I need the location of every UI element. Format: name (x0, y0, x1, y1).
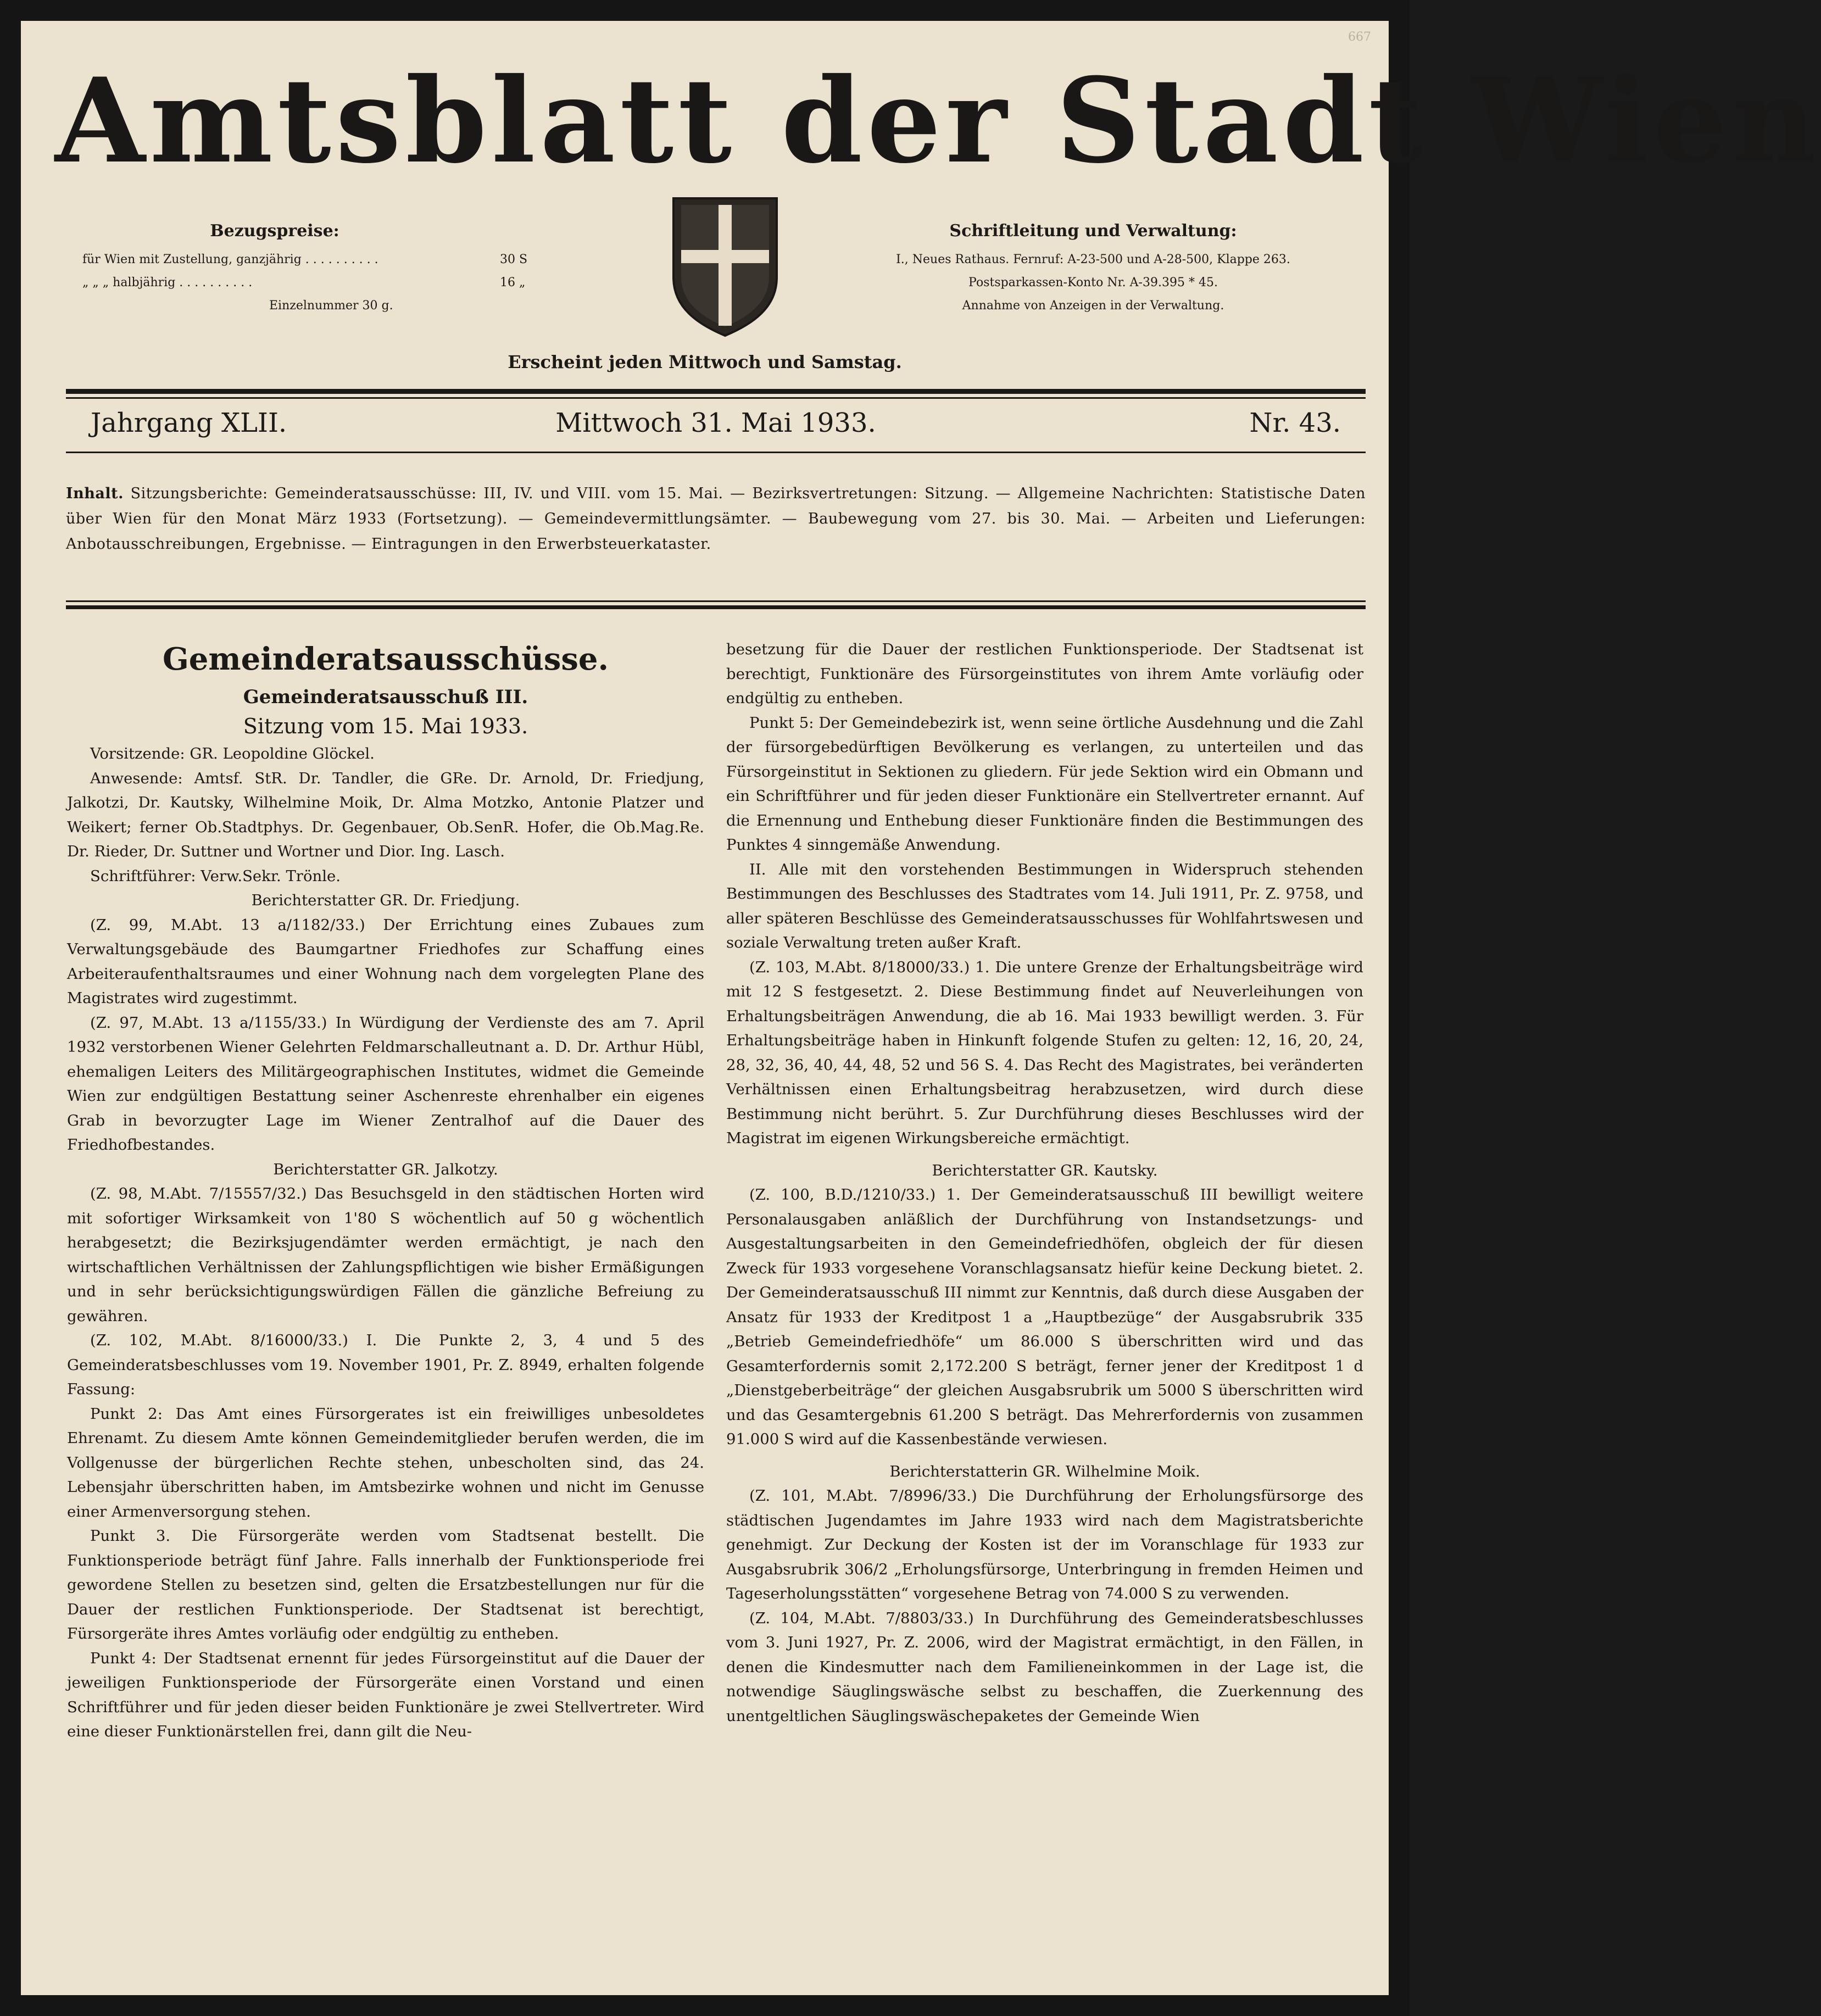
editorial-line: I., Neues Rathaus. Fernruf: A-23-500 und A-28-500, Klappe 263. (896, 253, 1290, 266)
paragraph: (Z. 100, B.D./1210/33.) 1. Der Gemeinderatsausschuß III bewilligt weitere Personalausgaben anläßlich der Durchführung von Instandsetzungs- und Ausgestaltungsarbeiten in den Gemeindefriedhöfen, obgleich der für diesen Zweck für 1933 vorgesehene Voranschlagsansatz hiefür keine Deckung bietet. 2. Der Gemeinderatsausschuß III nimmt zur Kenntnis, daß durch diese Ausgaben der Ansatz für 1933 der Kreditpost 1 a „Hauptbezüge“ der Ausgabsrubrik 335 „Betrieb Gemeindefriedhöfe“ um 86.000 S überschritten wird und das Gesamterfordernis somit 2,172.200 S beträgt, ferner jener der Kreditpost 1 d „Dienstgeberbeiträge“ der gleichen Ausgabsrubrik um 5000 S überschritten wird und das Gesamtergebnis 61.200 S beträgt. Das Mehrerfordernis von zusammen 91.000 S wird auf die Kassenbestände verwiesen. (726, 1186, 1363, 1448)
contents-rule-thin (66, 600, 1366, 602)
subscription-prices (82, 220, 577, 318)
paragraph: (Z. 104, M.Abt. 7/8803/33.) In Durchführung des Gemeinderatsbeschlusses vom 3. Juni 1927, Pr. Z. 2006, wird der Magistrat ermächtigt, in den Fällen, in denen die Kindesmutter nach dem Familieneinkommen in der Lage ist, die notwendige Säuglingswäsche selbst zu beschaffen, die Zuerkennung des unentgeltlichen Säuglingswäschepaketes der Gemeinde Wien (726, 1609, 1363, 1725)
paragraph: besetzung für die Dauer der restlichen Funktionsperiode. Der Stadtsenat ist berechtigt, Funktionäre des Fürsorgeinstitutes von ihrem Amte vorläufig oder endgültig zu entheben. (726, 641, 1363, 707)
masthead-title: Amtsblatt der Stadt Wien (55, 52, 1821, 189)
price-value: 30 S (500, 253, 528, 266)
paragraph: (Z. 97, M.Abt. 13 a/1155/33.) In Würdigung der Verdienste des am 7. April 1932 verstorbenen Wiener Gelehrten Feldmarschalleutnant a. D. Dr. Arthur Hübl, ehemaligen Leiters des Militärgeographischen Institutes, widmet die Gemeinde Wien zur endgültigen Bestattung seiner Aschenreste ehrenhalber ein eigenes Grab in bevorzugter Lage im Wiener Zentralhof auf die Dauer des Friedhofbestandes. (67, 1013, 704, 1154)
price-row (82, 248, 577, 271)
editorial-office (846, 220, 1340, 318)
paragraph: Punkt 3. Die Fürsorgeräte werden vom Stadtsenat bestellt. Die Funktionsperiode beträgt fünf Jahre. Falls innerhalb der Funktionsperiode frei gewordene Stellen zu besetzen sind, gelten die Ersatzbestellungen nur für die Dauer der restlichen Funktionsperiode. Der Stadtsenat ist berechtigt, Fürsorgeräte ihres Amtes vorläufig oder endgültig zu entheben. (67, 1527, 704, 1642)
section-title: Gemeinderatsausschüsse. (162, 641, 609, 677)
single-issue-price: Einzelnummer 30 g. (269, 299, 393, 313)
reporter-heading: Berichterstatter GR. Jalkotzy. (273, 1160, 498, 1178)
subscription-heading: Bezugspreise: (210, 221, 339, 241)
right-column (726, 637, 1363, 1728)
price-label: „ „ „ halbjährig . . . . . . . . . . (82, 276, 253, 289)
secretary-line: Schriftführer: Verw.Sekr. Trönle. (90, 867, 341, 885)
session-title: Sitzung vom 15. Mai 1933. (243, 714, 528, 738)
paragraph: II. Alle mit den vorstehenden Bestimmungen in Widerspruch stehenden Bestimmungen des Beschlusses des Stadtrates vom 14. Juli 1911, Pr. Z. 9758, und aller späteren Beschlüsse des Gemeinderatsausschusses für Wohlfahrtswesen und soziale Verwaltung treten außer Kraft. (726, 860, 1363, 951)
contents-rule-thick (66, 605, 1366, 609)
reporter-heading: Berichterstatterin GR. Wilhelmine Moik. (889, 1462, 1200, 1480)
contents-text: Sitzungsberichte: Gemeinderatsausschüsse: III, IV. und VIII. vom 15. Mai. — Bezirksvertretungen: Sitzung. — Allgemeine Nachrichten: Statistische Daten über Wien für den Monat März 1933 (Fortsetzung). — Gemeindevermittlungsämter. — Baubewegung vom 27. bis 30. Mai. — Arbeiten und Lieferungen: Anbotausschreibungen, Ergebnisse. — Eintragungen in den Erwerbsteuerkataster. (66, 485, 1366, 553)
reporter-heading: Berichterstatter GR. Kautsky. (932, 1161, 1158, 1179)
reporter-heading: Berichterstatter GR. Dr. Friedjung. (251, 892, 520, 909)
issue-number: Nr. 43. (1249, 408, 1341, 438)
paragraph: (Z. 99, M.Abt. 13 a/1182/33.) Der Errichtung eines Zubaues zum Verwaltungsgebäude des Baumgartner Friedhofes zur Schaffung eines Arbeiteraufenthaltsraumes und einer Wohnung nach dem vorgelegten Plane des Magistrates wird zugestimmt. (67, 916, 704, 1007)
paragraph: (Z. 101, M.Abt. 7/8996/33.) Die Durchführung der Erholungsfürsorge des städtischen Jugendamtes im Jahre 1933 wird nach dem Magistratsberichte genehmigt. Zur Deckung der Kosten ist der im Voranschlage für 1933 zur Ausgabsrubrik 306/2 „Erholungsfürsorge, Unterbringung in fremden Heimen und Tageserholungsstätten“ vorgesehene Betrag von 74.000 S zu verwenden. (726, 1487, 1363, 1602)
editorial-heading: Schriftleitung und Verwaltung: (949, 221, 1237, 241)
table-of-contents (66, 481, 1366, 557)
chair-line: Vorsitzende: GR. Leopoldine Glöckel. (90, 745, 375, 762)
price-row (82, 271, 577, 294)
pencil-mark: 667 (1348, 30, 1371, 44)
paragraph: Punkt 2: Das Amt eines Fürsorgerates ist ein freiwilliges unbesoldetes Ehrenamt. Zu diesem Amte können Gemeindemitglieder berufen werden, die im Vollgenusse der bürgerlichen Rechte stehen, unbescholten sind, das 24. Lebensjahr überschritten haben, im Amtsbezirke wohnen und nicht im Genusse einer Armenversorgung stehen. (67, 1405, 704, 1521)
attendees: Anwesende: Amtsf. StR. Dr. Tandler, die GRe. Dr. Arnold, Dr. Friedjung, Jalkotzi, Dr. Kautsky, Wilhelmine Moik, Dr. Alma Motzko, Antonie Platzer und Weikert; ferner Ob.Stadtphys. Dr. Gegenbauer, Ob.SenR. Hofer, die Ob.Mag.Re. Dr. Rieder, Dr. Suttner und Wortner und Dior. Ing. Lasch. (67, 769, 704, 860)
left-column (67, 637, 704, 1744)
editorial-line: Annahme von Anzeigen in der Verwaltung. (962, 299, 1224, 313)
paragraph: Punkt 4: Der Stadtsenat ernennt für jedes Fürsorgeinstitut auf die Dauer der jeweiligen Funktionsperiode der Fürsorgeräte einen Vorstand und einen Schriftführer und für jeden dieser beiden Funktionäre je zwei Stellvertreter. Wird eine dieser Funktionärstellen frei, dann gilt die Neu- (67, 1649, 704, 1740)
header-rule-thin (66, 397, 1366, 399)
publication-schedule: Erscheint jeden Mittwoch und Samstag. (508, 352, 902, 372)
editorial-line: Postsparkassen-Konto Nr. A-39.395 * 45. (968, 276, 1218, 289)
paragraph: (Z. 103, M.Abt. 8/18000/33.) 1. Die untere Grenze der Erhaltungsbeiträge wird mit 12 S festgesetzt. 2. Diese Bestimmung findet auf Neuverleihungen von Erhaltungsbeiträgen Anwendung, die ab 16. Mai 1933 bewilligt werden. 3. Für Erhaltungsbeiträge haben in Hinkunft folgende Stufen zu gelten: 12, 16, 20, 24, 28, 32, 36, 40, 44, 48, 52 und 56 S. 4. Das Recht des Magistrates, bei veränderten Verhältnissen einen Erhaltungsbeitrag herabzusetzen, wird durch diese Bestimmung nicht berührt. 5. Zur Durchführung dieses Beschlusses wird der Magistrat im eigenen Wirkungsbereiche ermächtigt. (726, 958, 1363, 1147)
contents-label: Inhalt. (66, 485, 124, 502)
vienna-coat-of-arms-icon (670, 195, 780, 338)
dateline (66, 401, 1366, 445)
header-rule-thick (66, 389, 1366, 394)
paragraph: (Z. 102, M.Abt. 8/16000/33.) I. Die Punkte 2, 3, 4 und 5 des Gemeinderatsbeschlusses vom 19. November 1901, Pr. Z. 8949, erhalten folgende Fassung: (67, 1332, 704, 1398)
issue-date: Mittwoch 31. Mai 1933. (555, 408, 876, 438)
price-value: 16 „ (500, 276, 526, 289)
price-label: für Wien mit Zustellung, ganzjährig . . . . . . . . . . (82, 253, 378, 266)
committee-title: Gemeinderatsausschuß III. (243, 686, 528, 708)
paragraph: (Z. 98, M.Abt. 7/15557/32.) Das Besuchsgeld in den städtischen Horten wird mit sofortiger Wirksamkeit von 1'80 S wöchentlich auf 50 g wöchentlich herabgesetzt; die Bezirksjugendämter werden ermächtigt, je nach den wirtschaftlichen Verhältnissen der Zahlungspflichtigen wie bisher Ermäßigungen und in sehr berücksichtigungswürdigen Fällen die gänzliche Befreiung zu gewähren. (67, 1185, 704, 1325)
volume-label: Jahrgang XLII. (91, 408, 287, 438)
paragraph: Punkt 5: Der Gemeindebezirk ist, wenn seine örtliche Ausdehnung und die Zahl der fürsorgebedürftigen Bevölkerung es verlangen, zu unterteilen und das Fürsorgeinstitut in Sektionen zu gliedern. Für jede Sektion wird ein Obmann und ein Schriftführer und für jeden dieser Funktionäre ein Stellvertreter ernannt. Auf die Ernennung und Enthebung dieser Funktionäre finden die Bestimmungen des Punktes 4 sinngemäße Anwendung. (726, 714, 1363, 854)
dateline-rule (66, 452, 1366, 453)
